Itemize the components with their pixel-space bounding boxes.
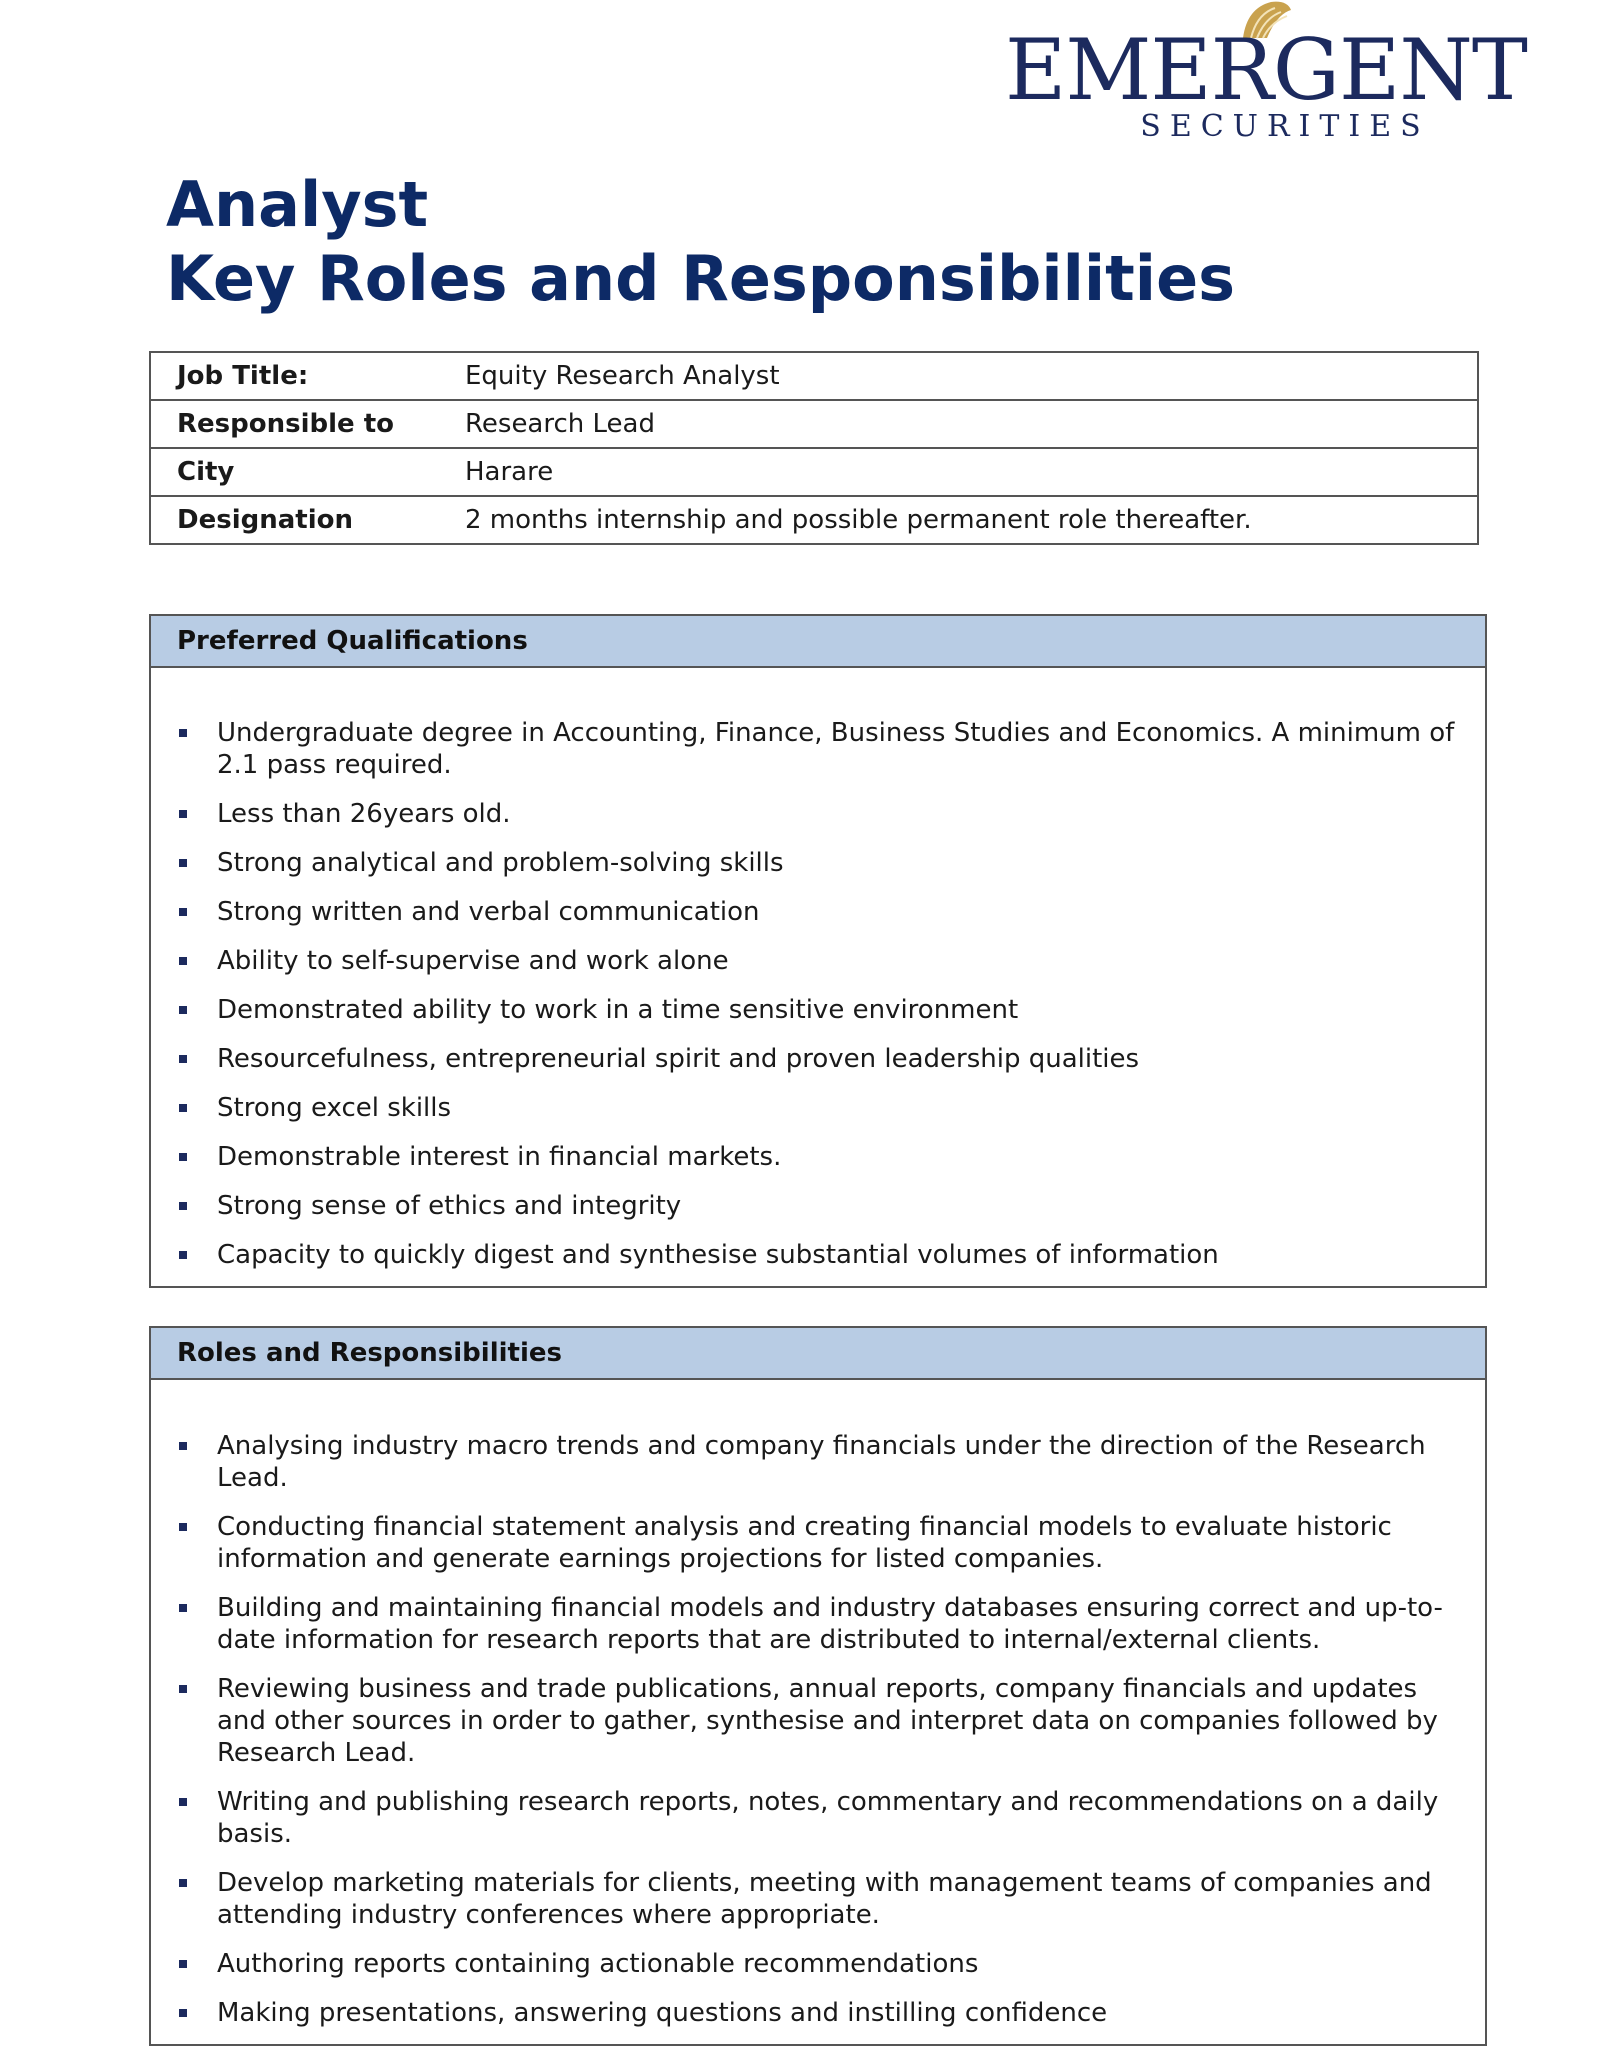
list-item-text: Ability to self-supervise and work alone [217,946,729,976]
list-item [217,1867,1465,1931]
list-item-text: Strong excel skills [217,1093,452,1123]
list-item [217,896,1465,928]
list-item-text: Strong analytical and problem-solving skills [217,848,784,878]
list-item [217,1430,1465,1494]
list-item [217,1511,1465,1575]
table-row [150,448,1478,496]
page-title [166,168,1235,316]
square-bullet-icon [179,1442,187,1450]
list-item [217,1786,1465,1850]
list-item [217,1043,1465,1075]
city-label: City [150,448,439,496]
title-line-2: Key Roles and Responsibilities [166,242,1236,315]
responsible-to-label: Responsible to [150,400,439,448]
list-item-text: Demonstrable interest in financial markets. [217,1142,782,1172]
logo-wordmark: EMERGENT [1005,21,1527,119]
list-item [217,1997,1465,2029]
list-item [217,1239,1465,1271]
title-line-1: Analyst [166,168,429,241]
job-details-table [149,351,1479,545]
list-item-text: Reviewing business and trade publications, annual reports, company financials and updates and other sources in order to gather, synthesise and interpret data on companies followed by Research Lead. [217,1674,1438,1768]
designation-value: 2 months internship and possible permanent role thereafter. [439,496,1478,544]
list-item [217,994,1465,1026]
list-item-text: Building and maintaining financial models and industry databases ensuring correct and up-to-date information for research reports that are distributed to internal/external clients. [217,1593,1443,1655]
section-heading: Roles and Responsibilities [151,1328,1485,1380]
square-bullet-icon [179,810,187,818]
roles-list [151,1380,1485,2029]
list-item [217,1141,1465,1173]
responsible-to-value: Research Lead [439,400,1478,448]
table-row [150,400,1478,448]
table-row [150,496,1478,544]
list-item-text: Strong sense of ethics and integrity [217,1191,682,1221]
square-bullet-icon [179,1960,187,1968]
list-item [217,945,1465,977]
list-item-text: Undergraduate degree in Accounting, Finance, Business Studies and Economics. A minimum of 2.1 pass required. [217,718,1455,780]
square-bullet-icon [179,1523,187,1531]
list-item [217,1948,1465,1980]
list-item [217,847,1465,879]
list-item-text: Conducting financial statement analysis and creating financial models to evaluate historic information and generate earnings projections for listed companies. [217,1512,1392,1574]
company-logo [1005,0,1527,145]
preferred-qualifications-section [149,614,1487,1288]
qualifications-list [151,668,1485,1271]
list-item-text: Less than 26years old. [217,799,511,829]
list-item-text: Strong written and verbal communication [217,897,760,927]
designation-label: Designation [150,496,439,544]
square-bullet-icon [179,1006,187,1014]
job-title-label: Job Title: [150,352,439,400]
list-item [217,1190,1465,1222]
city-value: Harare [439,448,1478,496]
list-item-text: Authoring reports containing actionable recommendations [217,1949,979,1979]
job-title-value: Equity Research Analyst [439,352,1478,400]
list-item [217,1592,1465,1656]
list-item-text: Analysing industry macro trends and company financials under the direction of the Research Lead. [217,1431,1426,1493]
list-item [217,798,1465,830]
square-bullet-icon [179,1055,187,1063]
list-item [217,1673,1465,1769]
square-bullet-icon [179,859,187,867]
list-item [217,717,1465,781]
list-item-text: Develop marketing materials for clients, meeting with management teams of companies and attending industry conferences where appropriate. [217,1868,1432,1930]
square-bullet-icon [179,1251,187,1259]
section-heading: Preferred Qualifications [151,616,1485,668]
list-item-text: Resourcefulness, entrepreneurial spirit and proven leadership qualities [217,1044,1140,1074]
square-bullet-icon [179,1153,187,1161]
list-item-text: Capacity to quickly digest and synthesise substantial volumes of information [217,1240,1219,1270]
square-bullet-icon [179,1685,187,1693]
square-bullet-icon [179,957,187,965]
logo-subtitle: SECURITIES [1140,109,1430,144]
square-bullet-icon [179,1104,187,1112]
square-bullet-icon [179,729,187,737]
list-item [217,1092,1465,1124]
square-bullet-icon [179,1202,187,1210]
list-item-text: Demonstrated ability to work in a time sensitive environment [217,995,1019,1025]
square-bullet-icon [179,1879,187,1887]
table-row [150,352,1478,400]
list-item-text: Making presentations, answering questions and instilling confidence [217,1998,1108,2028]
square-bullet-icon [179,908,187,916]
list-item-text: Writing and publishing research reports, notes, commentary and recommendations on a daily basis. [217,1787,1439,1849]
square-bullet-icon [179,1798,187,1806]
roles-responsibilities-section [149,1326,1487,2046]
square-bullet-icon [179,2009,187,2017]
square-bullet-icon [179,1604,187,1612]
